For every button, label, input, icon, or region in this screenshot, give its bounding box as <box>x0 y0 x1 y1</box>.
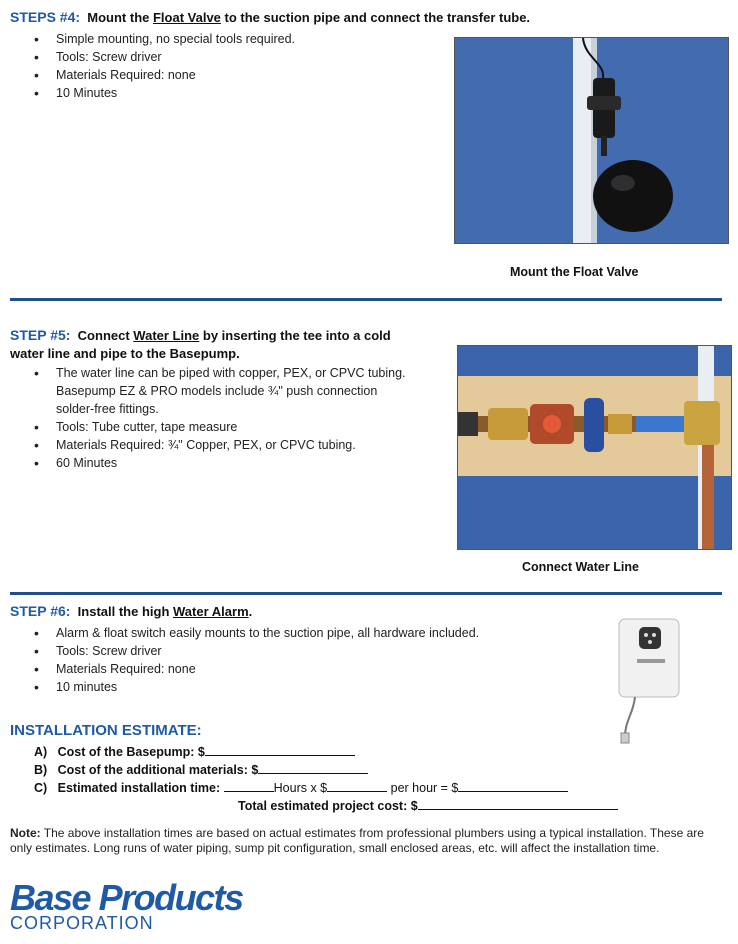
step5-label: STEP #5: <box>10 327 71 343</box>
step5-title-pre: Connect <box>77 328 134 343</box>
logo-sub-text: CORPORATION <box>10 913 154 933</box>
water-line-photo <box>457 345 732 550</box>
list-item: • Tools: Screw driver <box>28 48 428 66</box>
step6-bullets <box>28 624 598 696</box>
float-valve-link: Float Valve <box>152 10 221 25</box>
list-item: • 60 Minutes <box>28 454 408 472</box>
step6-title-post: . <box>248 604 253 619</box>
step4-bullets <box>28 30 428 102</box>
list-item: • Simple mounting, no special tools required. <box>28 30 428 48</box>
estimate-total-text: Total estimated project cost: $ <box>238 799 418 813</box>
float-valve-photo <box>454 37 729 244</box>
estimate-c-per-hour: per hour = $ <box>390 781 459 795</box>
step4-title-pre: Mount the <box>87 10 153 25</box>
materials-cost-field[interactable] <box>258 762 368 774</box>
estimate-a-letter: A) <box>34 745 48 759</box>
estimate-row-b <box>34 762 368 777</box>
list-item: • Materials Required: none <box>28 660 598 678</box>
step4-heading <box>10 8 730 27</box>
list-item: • Materials Required: ¾" Copper, PEX, or CPVC tubing. <box>28 436 408 454</box>
list-item: • 10 minutes <box>28 678 598 696</box>
total-cost-field[interactable] <box>418 798 618 810</box>
basepump-cost-field[interactable] <box>205 744 355 756</box>
list-item: • 10 Minutes <box>28 84 428 102</box>
step6-heading <box>10 602 510 621</box>
step4-title-post: to the suction pipe and connect the transfer tube. <box>220 10 531 25</box>
estimate-b-text: Cost of the additional materials: $ <box>57 763 259 777</box>
step5-heading <box>10 326 440 363</box>
divider <box>10 298 722 301</box>
step5-title-line2: water line and pipe to the Basepump. <box>10 346 240 361</box>
note-text: The above installation times are based on actual estimates from professional plumbers using a typical installation. These are only estimates. Long runs of water piping, sump pit configuration, small enclosed areas, etc. will affect the installation time. <box>10 826 704 855</box>
estimate-row-c <box>34 780 568 795</box>
rate-field[interactable] <box>327 780 387 792</box>
step5-title-post: by inserting the tee into a cold <box>199 328 391 343</box>
estimate-b-letter: B) <box>34 763 48 777</box>
hours-field[interactable] <box>224 780 274 792</box>
estimate-c-hours: Hours x $ <box>273 781 328 795</box>
divider <box>10 592 722 595</box>
logo-main-text: Base Products <box>10 877 243 918</box>
estimate-title: INSTALLATION ESTIMATE: <box>10 722 202 739</box>
note-label: Note: <box>10 826 41 840</box>
water-line-link: Water Line <box>133 328 200 343</box>
estimate-c-text: Estimated installation time: <box>57 781 221 795</box>
list-item: • The water line can be piped with copper, PEX, or CPVC tubing. Basepump EZ & PRO models include ¾" push connection solder-free fittings. <box>28 364 408 418</box>
water-alarm-link: Water Alarm <box>173 604 249 619</box>
step4-caption: Mount the Float Valve <box>510 265 639 279</box>
list-item: • Materials Required: none <box>28 66 428 84</box>
step6-title-pre: Install the high <box>77 604 174 619</box>
estimate-total <box>238 798 618 813</box>
list-item: • Alarm & float switch easily mounts to the suction pipe, all hardware included. <box>28 624 598 642</box>
step6-label: STEP #6: <box>10 603 71 619</box>
estimate-a-text: Cost of the Basepump: $ <box>57 745 205 759</box>
list-item: • Tools: Screw driver <box>28 642 598 660</box>
time-cost-field[interactable] <box>458 780 568 792</box>
list-item: • Tools: Tube cutter, tape measure <box>28 418 408 436</box>
step5-caption: Connect Water Line <box>522 560 639 574</box>
base-products-logo <box>10 877 243 933</box>
estimate-c-letter: C) <box>34 781 48 795</box>
step5-bullets <box>28 364 408 472</box>
step4-label: STEPS #4: <box>10 9 81 25</box>
water-alarm-photo <box>605 615 685 745</box>
estimate-row-a <box>34 744 355 759</box>
installation-note <box>10 826 722 856</box>
